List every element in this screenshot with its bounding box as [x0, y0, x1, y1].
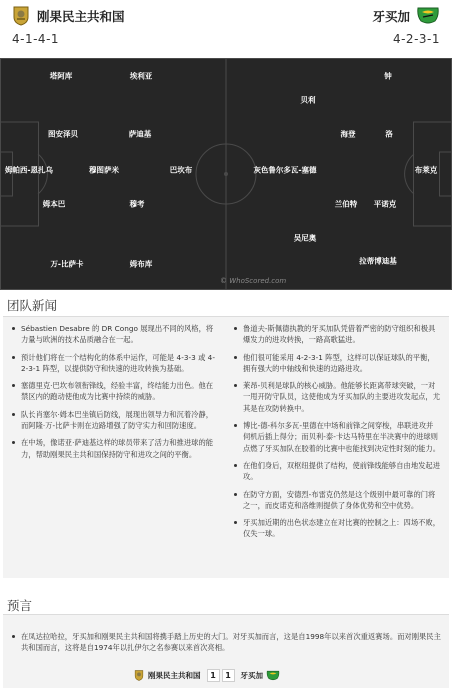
player-away-rcb[interactable]: 平诺克 [373, 199, 397, 209]
list-item: 在他们身后，双枢纽提供了结构，使前锋线能够自由地发起进攻。 [234, 460, 440, 483]
player-home-lb[interactable]: 塔阿库 [49, 71, 73, 81]
dr-congo-crest-icon [134, 666, 144, 685]
player-home-rb[interactable]: 万-比萨卡 [50, 259, 84, 269]
team-news-title: 团队新闻 [7, 298, 58, 313]
match-header [0, 0, 452, 58]
home-news-list [12, 323, 218, 466]
player-away-lw[interactable]: 贝利 [300, 95, 316, 105]
player-away-ldm[interactable]: 海登 [340, 129, 356, 139]
preview-text: 在凤达拉哈拉，牙买加和刚果民主共和国将携手踏上历史的大门。对牙买加而言，这是自1998年以来首次重返赛场。而对刚果民主共和国而言，这将是自1974年以扎伊尔之名参赛以来首次亮相。 [12, 631, 442, 654]
list-item: 在防守方面，安德烈-布雷克仍然是这个级别中最可靠的门将之一，而皮诺克和洛维则提供了身体优势和空中优势。 [234, 489, 440, 512]
list-item: 他们很可能采用 4-2-3-1 阵型，这样可以保证球队的平衡，拥有强大的中轴线和快速的边路进攻。 [234, 352, 440, 375]
list-item: 预计他们将在一个结构化的体系中运作，可能是 4-3-3 或 4-2-3-1 阵型，以提供防守和快速的进攻转换为基础。 [12, 352, 218, 375]
player-home-rcb[interactable]: 姆本巴 [42, 199, 66, 209]
player-away-rb[interactable]: 拉蒂博迪基 [359, 256, 397, 266]
away-team[interactable] [372, 6, 440, 25]
prediction-away-score: 1 [222, 669, 235, 682]
prediction-home-score: 1 [207, 669, 220, 682]
list-item: 鲁道夫-斯佩德执教的牙买加队凭借着严密的防守组织和极具爆发力的进攻转换，一路高歌猛进。 [234, 323, 440, 346]
player-home-gk[interactable]: 姆帕西-恩扎乌 [4, 165, 54, 175]
preview-title: 预言 [7, 598, 33, 613]
list-item: 队长肖塞尔·姆本巴坐镇后防线，展现出领导力和沉着冷静，而阿隆·万-比萨卡则在边路增强了防守实力和回防速度。 [12, 409, 218, 432]
list-item: Sébastien Desabre 的 DR Congo 展现出不同的风格，将力量与欧洲的技术品质融合在一起。 [12, 323, 218, 346]
player-home-st[interactable]: 巴坎布 [169, 165, 193, 175]
team-news-panel [3, 316, 449, 578]
player-away-rdm[interactable]: 兰伯特 [334, 199, 358, 209]
player-home-rm[interactable]: 姆布库 [129, 259, 153, 269]
pitch [0, 58, 452, 290]
player-away-am[interactable]: 灰色鲁尔多瓦-塞德 [253, 165, 317, 175]
prediction-home-team: 刚果民主共和国 [148, 671, 201, 680]
watermark: © WhoScored.com [220, 277, 287, 285]
home-formation: 4-1-4-1 [12, 32, 60, 46]
list-item: 在中场，像诺亚·萨迪基这样的球员带来了活力和推进球的能力，帮助刚果民主共和国保持防守和进攻之间的平衡。 [12, 437, 218, 460]
player-away-lb[interactable]: 钟 [384, 71, 392, 81]
home-team[interactable] [12, 6, 125, 26]
home-team-name: 刚果民主共和国 [37, 9, 125, 24]
jamaica-crest-icon [266, 666, 280, 685]
player-away-rw[interactable]: 吴尼奥 [293, 233, 317, 243]
player-home-lcb[interactable]: 图安泽贝 [48, 129, 78, 139]
score-prediction [134, 666, 280, 685]
dr-congo-crest-icon [12, 6, 30, 26]
prediction-away-team: 牙买加 [240, 671, 263, 680]
player-home-dm[interactable]: 穆图萨米 [89, 165, 119, 175]
jamaica-crest-icon [416, 6, 440, 25]
list-item: 塞德里克·巴坎布领衔锋线，经验丰富，终结能力出色。他在禁区内的跑动使他成为比赛中持续的威胁。 [12, 380, 218, 403]
list-item: 莱昂-贝利是球队的核心威胁。他能够长距离带球突破，一对一甩开防守队员，这使他成为牙买加队的主要进攻发起点，尤其是在攻防转换中。 [234, 380, 440, 414]
away-team-name: 牙买加 [372, 8, 410, 24]
list-item: 博比-德-科尔多瓦-里德在中场和前锋之间穿梭，串联进攻并伺机后插上得分；而贝利-泰-卡达马特里在半决赛中的进球则点燃了牙买加队在胶着的比赛中也能找到决定性时刻的能力。 [234, 420, 440, 454]
away-formation: 4-2-3-1 [392, 32, 440, 46]
list-item: 牙买加近期的出色状态建立在对比赛的控制之上：四场不败，仅失一球。 [234, 517, 440, 540]
player-home-rcm[interactable]: 穆考 [129, 199, 145, 209]
player-away-gk[interactable]: 布莱克 [414, 165, 438, 175]
player-home-lm[interactable]: 埃利亚 [129, 71, 153, 81]
player-away-lcb[interactable]: 洛 [385, 129, 393, 139]
player-home-lcm[interactable]: 萨迪基 [128, 129, 152, 139]
away-news-list [234, 323, 440, 546]
